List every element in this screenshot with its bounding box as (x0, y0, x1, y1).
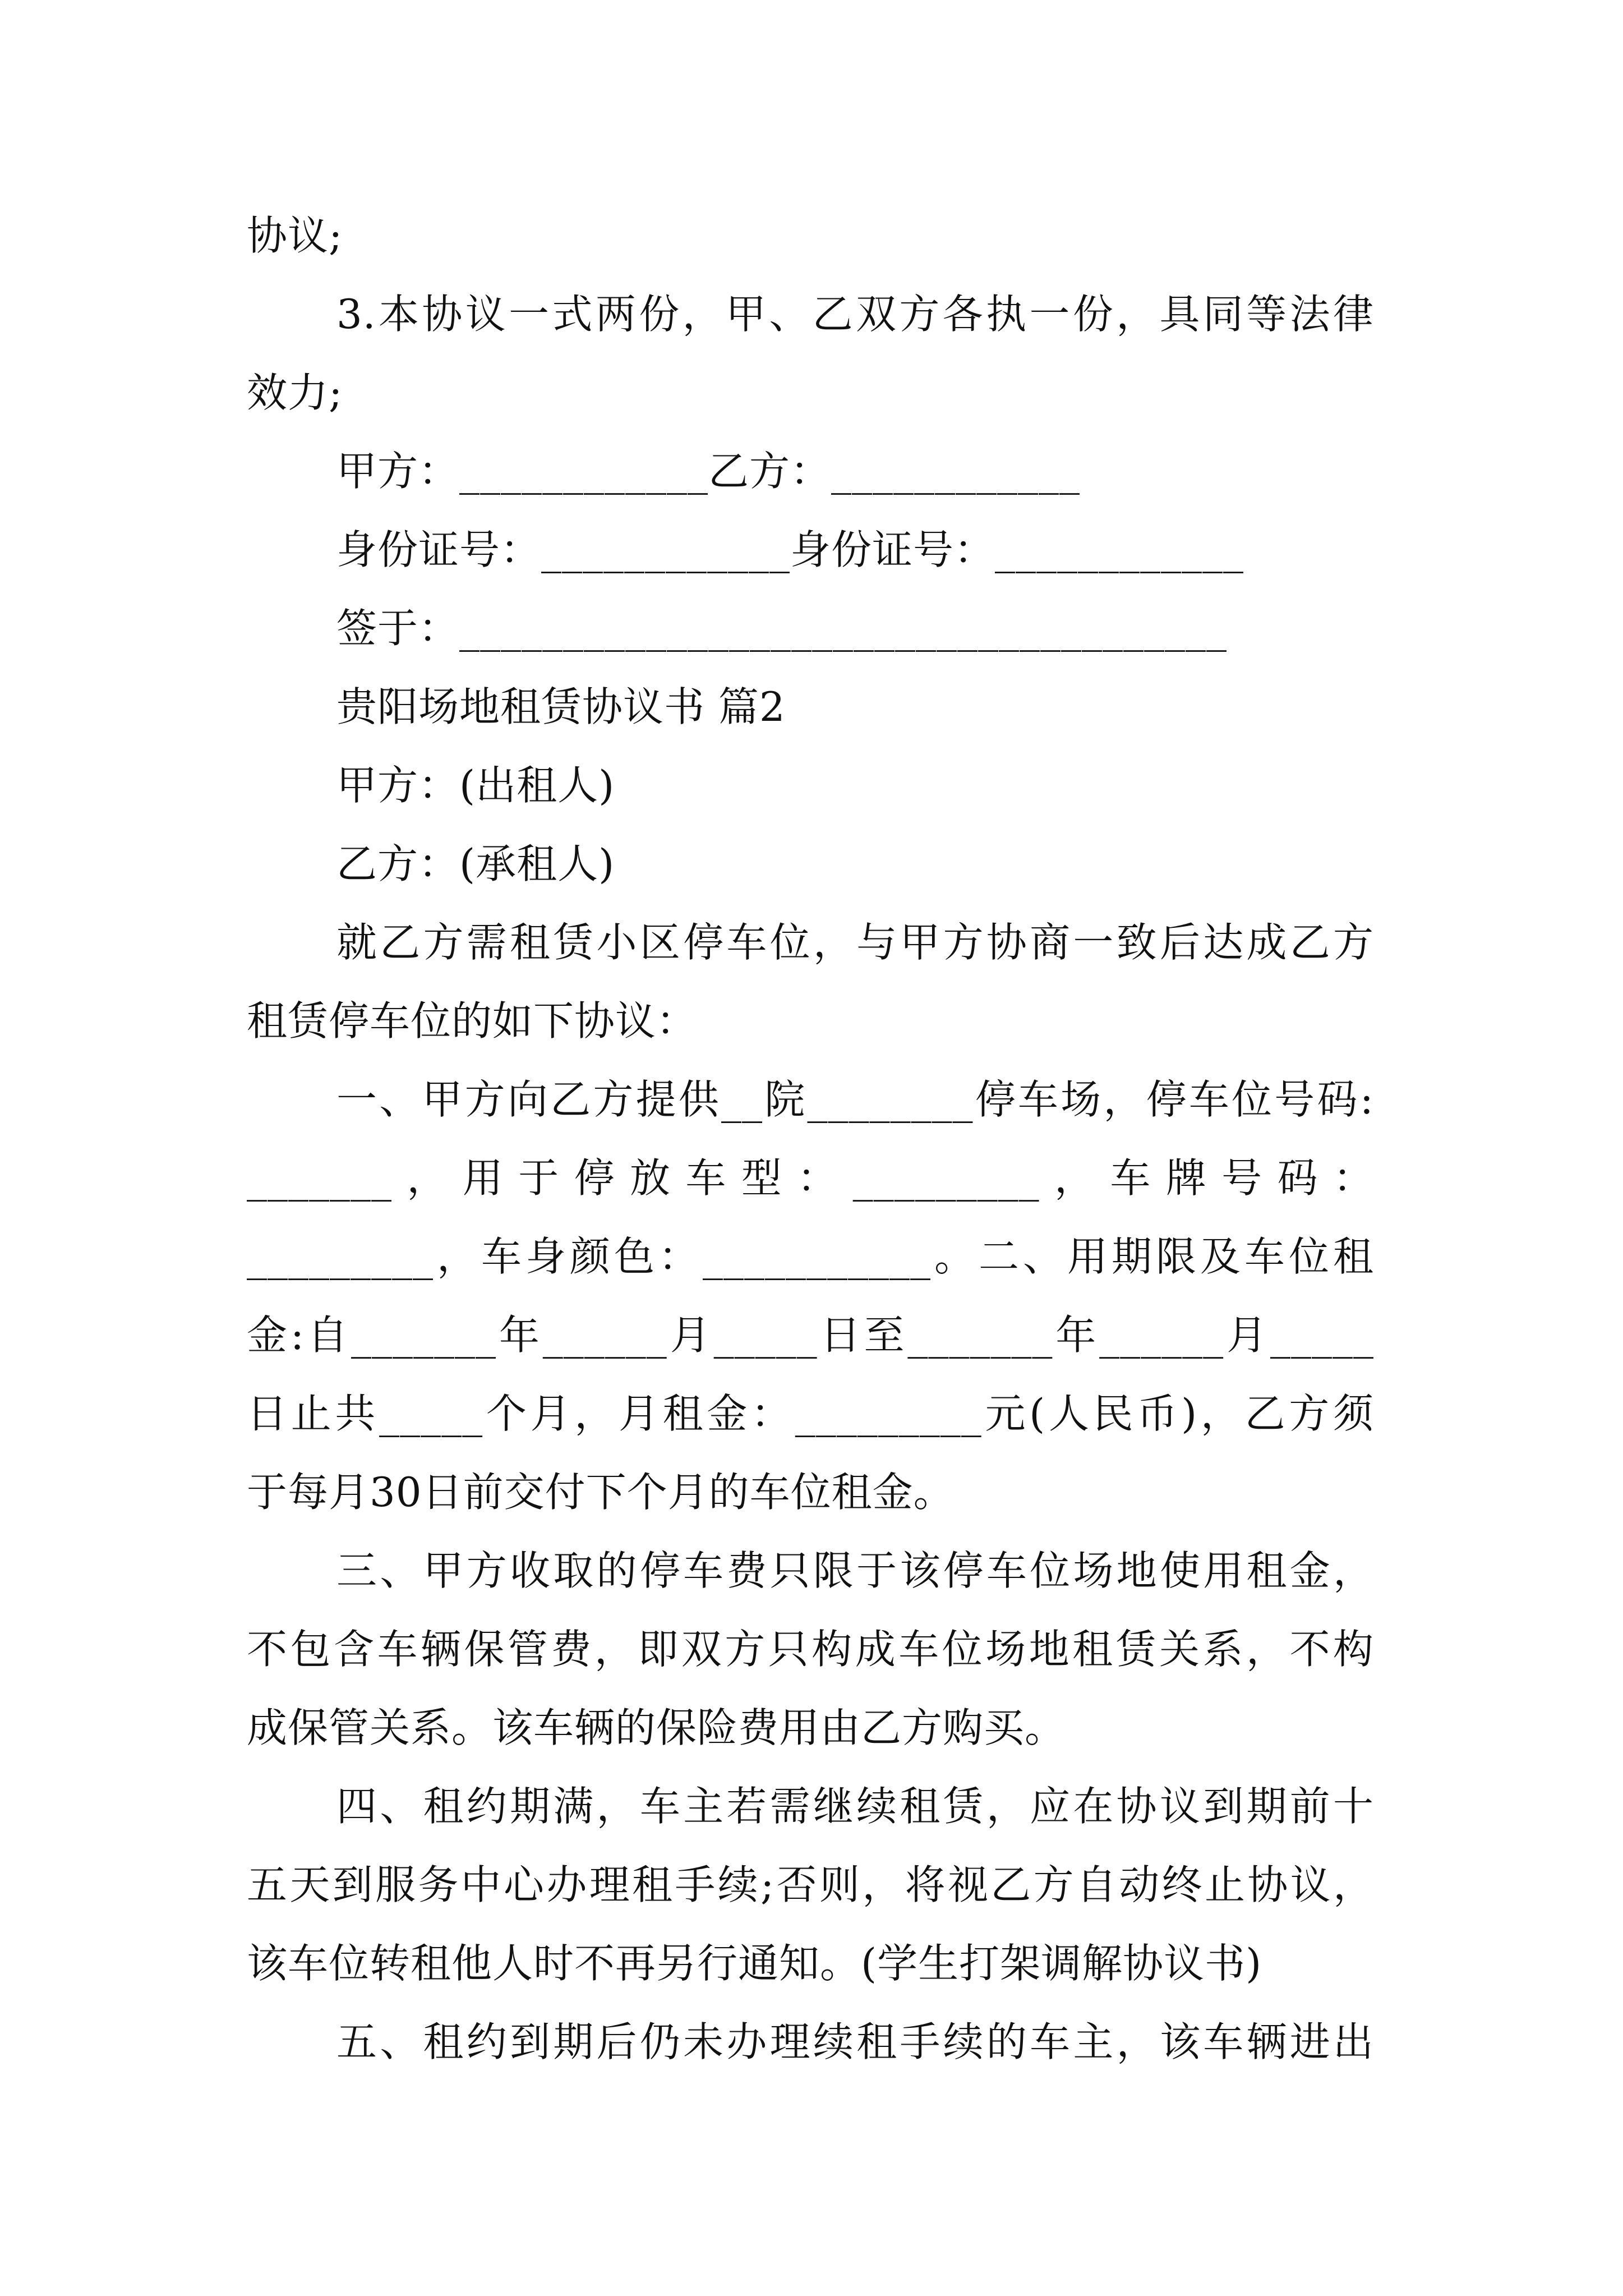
text-line: 该车位转租他人时不再另行通知。(学生打架调解协议书) (247, 1940, 1262, 1987)
text-line: 成保管关系。该车辆的保险费用由乙方购买。 (247, 1704, 1066, 1751)
text-line: 就乙方需租赁小区停车位，与甲方协商一致后达成乙方 (336, 919, 1374, 966)
text-line: 一、甲方向乙方提供__院________停车场，停车位号码: (336, 1076, 1374, 1123)
text-line: 五天到服务中心办理租手续;否则，将视乙方自动终止协议， (247, 1861, 1374, 1908)
signature-line-id: 身份证号：____________身份证号：____________ (336, 526, 1244, 573)
signature-line-signed-at: 签于：_____________________________________ (336, 605, 1228, 652)
text-line: 效力; (247, 369, 343, 416)
text-line: 租赁停车位的如下协议： (247, 997, 698, 1045)
text-line: 三、甲方收取的停车费只限于该停车位场地使用租金， (336, 1547, 1374, 1594)
text-line: 金:自_______年______月_____日至_______年______月_____ (247, 1312, 1374, 1359)
party-a-line: 甲方：(出租人) (336, 762, 615, 809)
section-title: 贵阳场地租赁协议书 篇2 (336, 683, 786, 730)
text-line: 于每月30日前交付下个月的车位租金。 (247, 1469, 955, 1516)
text-line: 协议; (247, 212, 343, 259)
text-line: 3.本协议一式两份，甲、乙双方各执一份，具同等法律 (336, 291, 1374, 338)
text-line: 不包含车辆保管费，即双方只构成车位场地租赁关系，不构 (247, 1626, 1374, 1673)
text-line: 五、租约到期后仍未办理续租手续的车主，该车辆进出 (336, 2018, 1374, 2065)
text-line: _________，车身颜色：___________。二、用期限及车位租 (247, 1233, 1374, 1280)
text-line: _______，用于停放车型：_________，车牌号码： (247, 1154, 1374, 1202)
text-line: 四、租约期满，车主若需继续租赁，应在协议到期前十 (336, 1783, 1374, 1830)
signature-line-parties: 甲方：____________乙方：____________ (336, 448, 1081, 495)
text-line: 日止共_____个月，月租金：_________元(人民币)，乙方须 (247, 1390, 1374, 1437)
party-b-line: 乙方：(承租人) (336, 840, 615, 887)
